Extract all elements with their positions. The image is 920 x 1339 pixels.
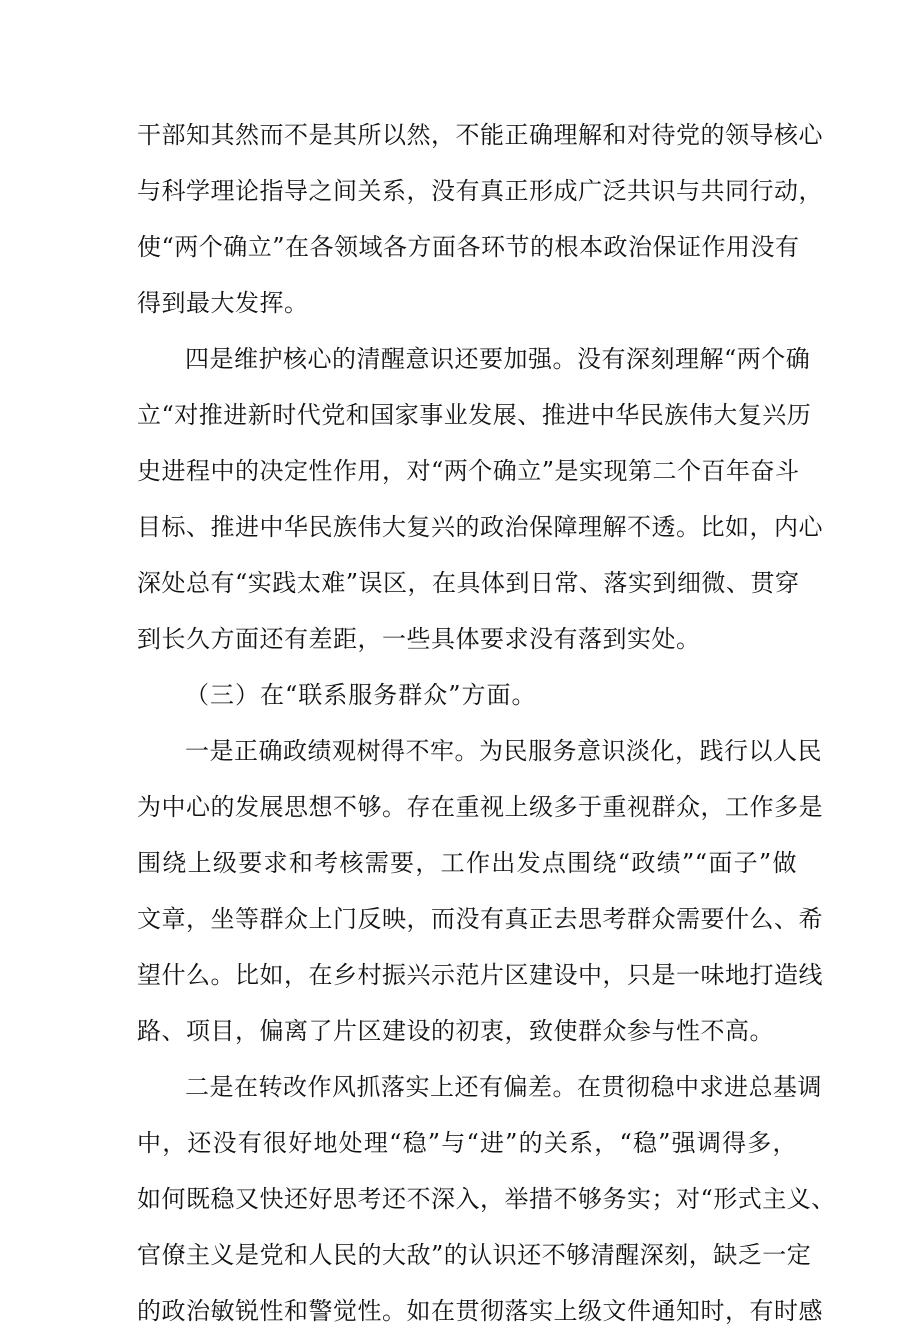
paragraph-4-line-5: 的政治敏锐性和警觉性。如在贯彻落实上级文件通知时，有时感 [137,1297,823,1325]
paragraph-1-line-1: 干部知其然而不是其所以然，不能正确理解和对待党的领导核心 [137,121,823,149]
paragraph-3-line-3: 围绕上级要求和考核需要，工作出发点围绕“政绩”“面子”做 [137,849,797,877]
paragraph-2-line-3: 史进程中的决定性作用，对“两个确立”是实现第二个百年奋斗 [137,457,800,485]
paragraph-4-line-4: 官僚主义是党和人民的大敌”的认识还不够清醒深刻，缺乏一定 [137,1241,812,1269]
paragraph-3-line-6: 路、项目，偏离了片区建设的初衷，致使群众参与性不高。 [137,1017,774,1045]
paragraph-2-line-5: 深处总有“实践太难”误区，在具体到日常、落实到细微、贯穿 [137,569,800,597]
paragraph-4-line-3: 如何既稳又快还好思考还不深入，举措不够务实；对“形式主义、 [137,1185,836,1213]
paragraph-2-line-6: 到长久方面还有差距，一些具体要求没有落到实处。 [137,625,701,653]
paragraph-1-line-4: 得到最大发挥。 [137,289,309,317]
paragraph-2-line-2: 立“对推进新时代党和国家事业发展、推进中华民族伟大复兴历 [137,401,812,429]
paragraph-1-line-2: 与科学理论指导之间关系，没有真正形成广泛共识与共同行动， [137,177,823,205]
paragraph-3-line-4: 文章，坐等群众上门反映，而没有真正去思考群众需要什么、希 [137,905,823,933]
section-heading: （三）在“联系服务群众”方面。 [185,681,537,709]
paragraph-4-line-1: 二是在转改作风抓落实上还有偏差。在贯彻稳中求进总基调 [185,1073,822,1101]
paragraph-3-line-1: 一是正确政绩观树得不牢。为民服务意识淡化，践行以人民 [185,737,822,765]
paragraph-3-line-2: 为中心的发展思想不够。存在重视上级多于重视群众，工作多是 [137,793,823,821]
paragraph-1-line-3: 使“两个确立”在各领域各方面各环节的根本政治保证作用没有 [137,233,800,261]
paragraph-4-line-2: 中，还没有很好地处理“稳”与“进”的关系，“稳”强调得多， [137,1129,797,1157]
paragraph-2-line-1: 四是维护核心的清醒意识还要加强。没有深刻理解“两个确 [185,345,811,373]
paragraph-2-line-4: 目标、推进中华民族伟大复兴的政治保障理解不透。比如，内心 [137,513,823,541]
paragraph-3-line-5: 望什么。比如，在乡村振兴示范片区建设中，只是一味地打造线 [137,961,823,989]
